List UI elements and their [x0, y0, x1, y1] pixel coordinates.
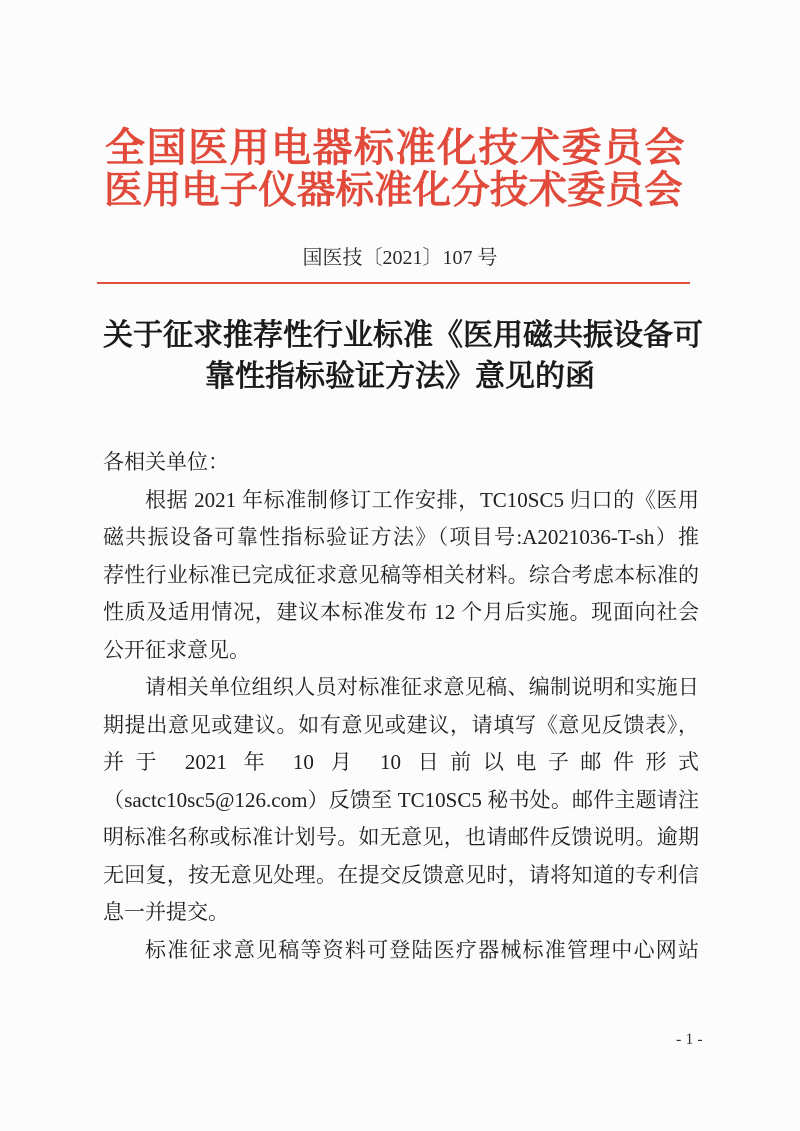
letterhead-org-line-1: 全国医用电器标准化技术委员会 [105, 124, 686, 171]
page-number: - 1 - [676, 1031, 703, 1048]
body-paragraph [103, 482, 699, 670]
letterhead-org-line-2: 医用电子仪器标准化分技术委员会 [104, 168, 683, 213]
body-line: 磁共振设备可靠性指标验证方法》（项目号:A2021036-T-sh）推 [103, 525, 699, 549]
letterhead-divider [97, 282, 690, 284]
body-line: 明标准名称或标准计划号。如无意见，也请邮件反馈说明。逾期 [103, 825, 699, 849]
body-paragraph [103, 669, 699, 932]
document-title-line-1: 关于征求推荐性行业标准《医用磁共振设备可 [103, 319, 703, 352]
body-line: 根据 2021 年标准制修订工作安排，TC10SC5 归口的《医用 [145, 487, 699, 512]
body-line: 期提出意见或建议。如有意见或建议，请填写《意见反馈表》， [103, 712, 699, 737]
body-paragraph [103, 932, 699, 970]
body-line: （sactc10sc5@126.com）反馈至 TC10SC5 秘书处。邮件主题请注 [103, 787, 699, 812]
body-line: 荐性行业标准已完成征求意见稿等相关材料。综合考虑本标准的 [103, 562, 699, 587]
body-line: 无回复，按无意见处理。在提交反馈意见时，请将知道的专利信 [103, 862, 699, 887]
document-title-line-2: 靠性指标验证方法》意见的函 [205, 360, 595, 393]
body-line: 公开征求意见。 [103, 637, 250, 662]
document-body [103, 444, 699, 969]
document-number: 国医技〔2021〕107 号 [302, 247, 498, 269]
body-line: 请相关单位组织人员对标准征求意见稿、编制说明和实施日 [145, 675, 699, 699]
body-line: 并于 2021 年 10 月 10 日前以电子邮件形式 [103, 750, 699, 774]
body-line: 息一并提交。 [103, 900, 229, 924]
body-line: 标准征求意见稿等资料可登陆医疗器械标准管理中心网站 [145, 937, 699, 962]
salutation: 各相关单位： [103, 450, 229, 474]
body-line: 性质及适用情况，建议本标准发布 12 个月后实施。现面向社会 [103, 600, 699, 624]
